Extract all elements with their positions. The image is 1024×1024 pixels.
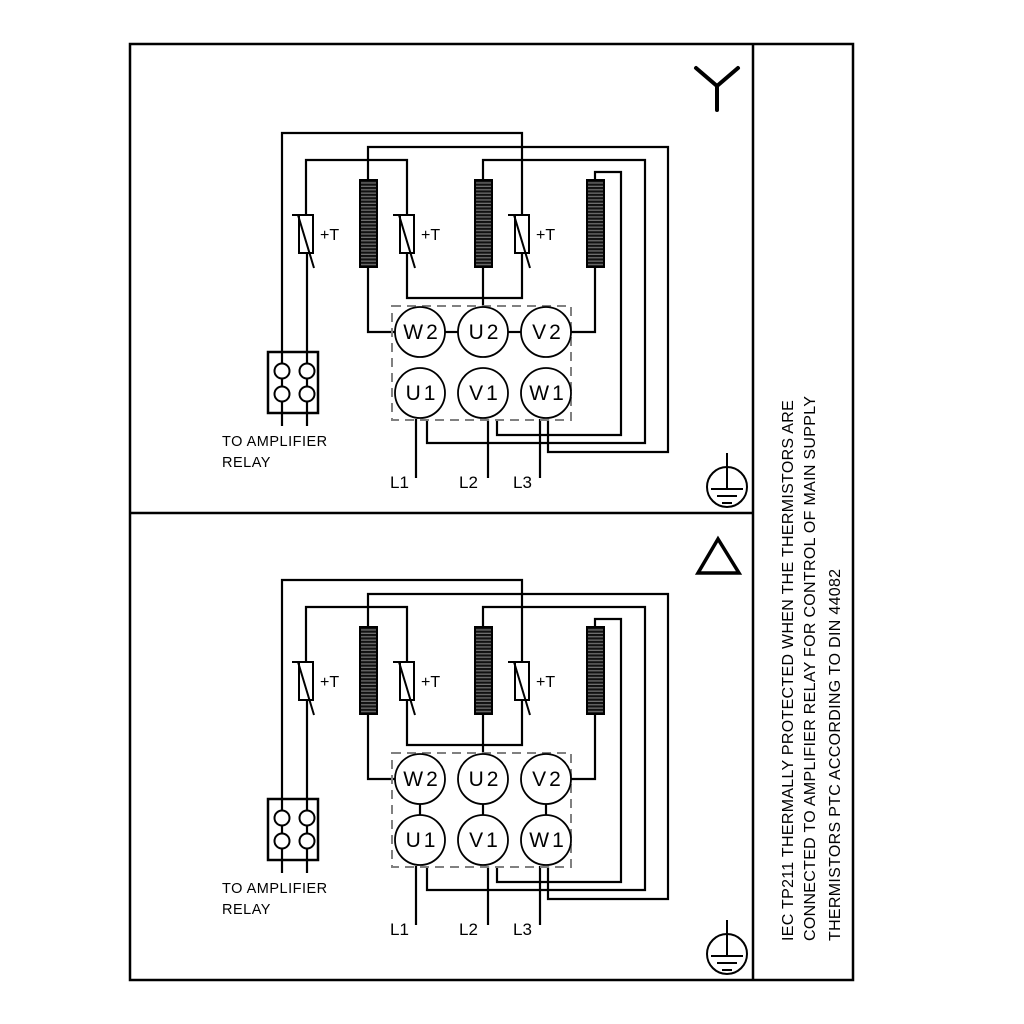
side-note-line1: IEC TP211 THERMALLY PROTECTED WHEN THE THERMISTORS ARE [780, 399, 797, 941]
earth-symbol-bottom [707, 920, 747, 974]
side-note-line2: CONNECTED TO AMPLIFIER RELAY FOR CONTROL OF MAIN SUPPLY [802, 395, 819, 941]
earth-symbol-top [707, 453, 747, 507]
delta-circuit [222, 580, 668, 939]
side-note [780, 396, 844, 941]
wye-connection-icon [696, 68, 738, 110]
delta-connection-icon [698, 539, 739, 573]
delta-bridges [420, 804, 546, 815]
side-note-line3: THERMISTORS PTC ACCORDING TO DIN 44082 [827, 568, 844, 941]
star-panel [222, 68, 747, 507]
delta-panel [222, 539, 747, 974]
star-circuit [222, 133, 668, 492]
